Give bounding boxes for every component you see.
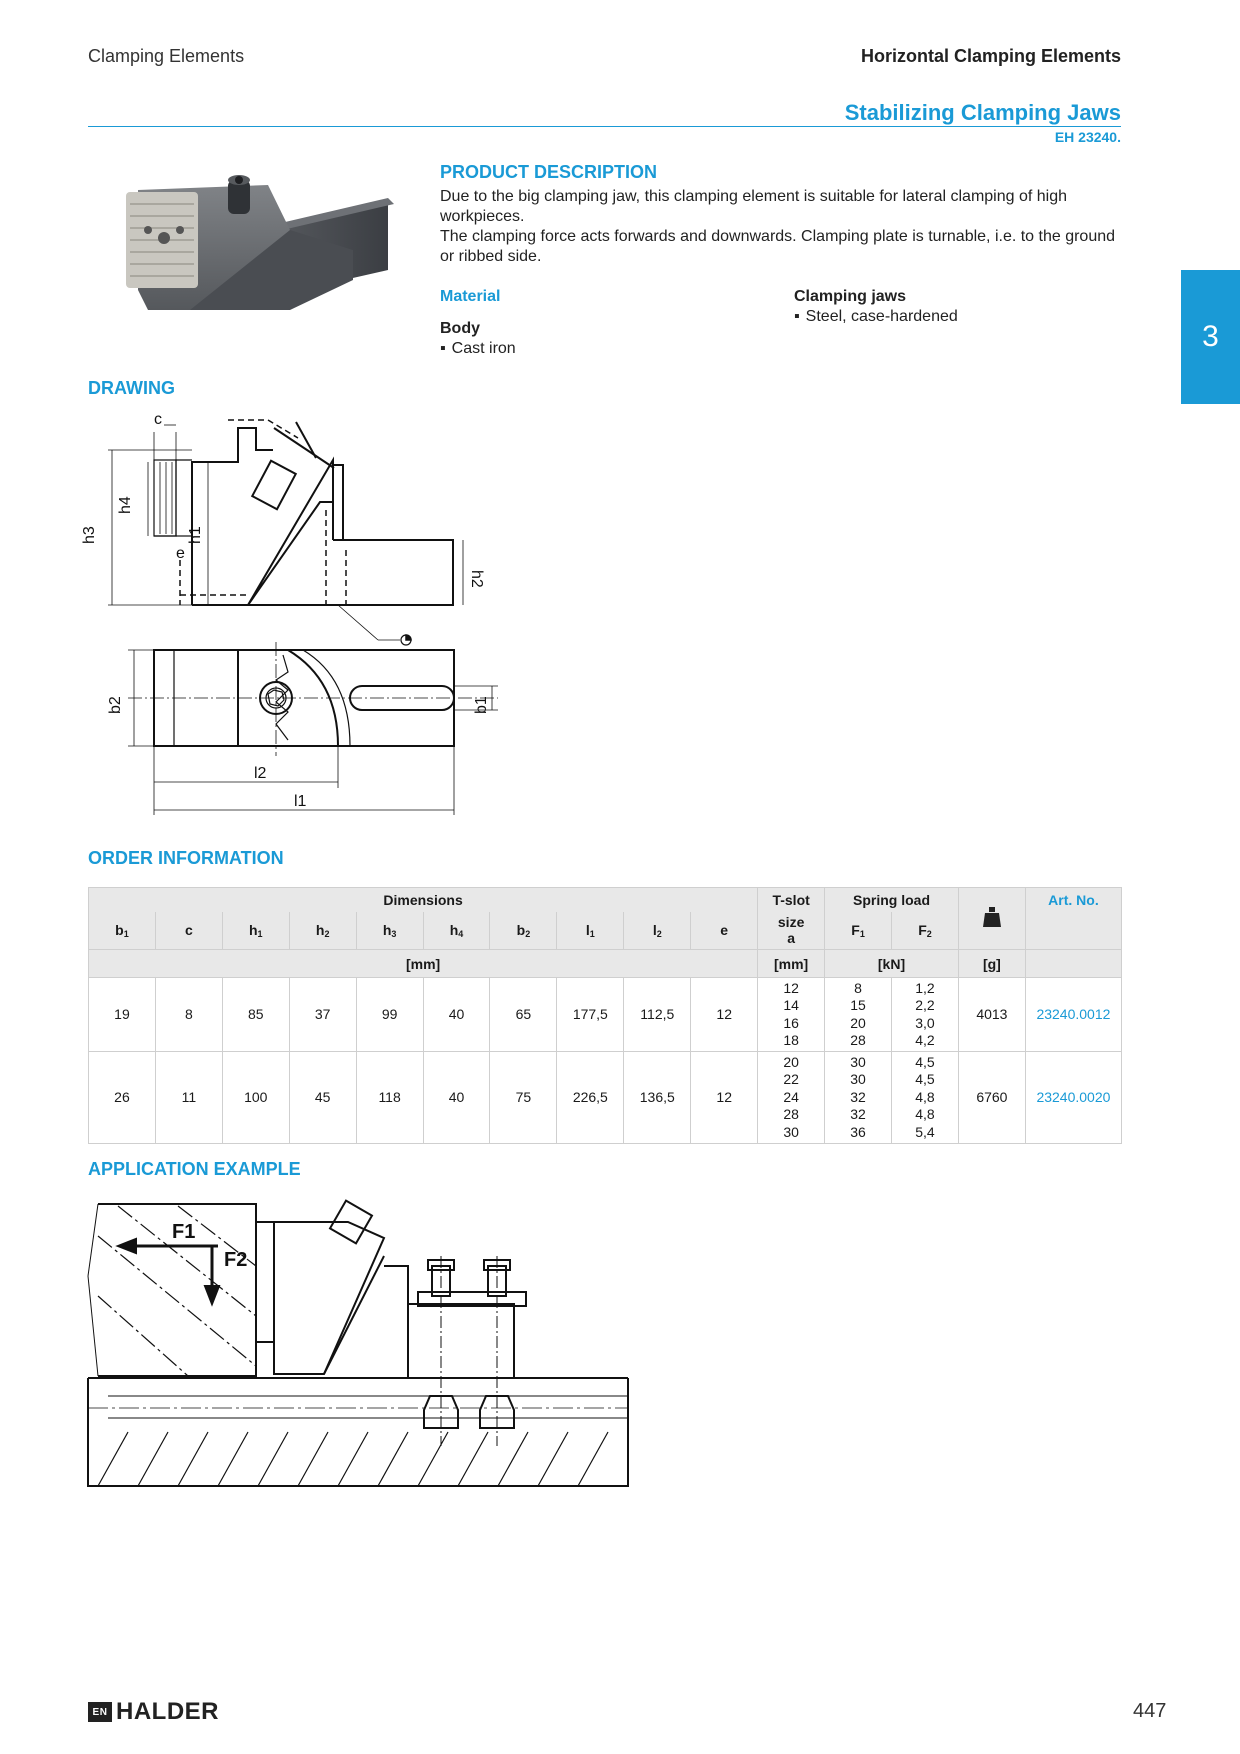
- col-h2: $h_2$: [289, 912, 356, 950]
- col-h3: $h_3$: [356, 912, 423, 950]
- description-paragraph-2: The clamping force acts forwards and downwards. Clamping plate is turnable, i.e. to the ground or ribbed side.: [440, 228, 1116, 265]
- col-h1: $h_1$: [222, 912, 289, 950]
- cell-weight: 4013: [958, 978, 1025, 1052]
- cell-l2: 136,5: [624, 1052, 691, 1144]
- header-rule: [88, 126, 1121, 127]
- jaws-label: Clamping jaws: [794, 288, 907, 305]
- brand-logo: [88, 1698, 219, 1726]
- application-heading: APPLICATION EXAMPLE: [88, 1159, 301, 1179]
- col-tslot-a: size a: [758, 912, 825, 950]
- chapter-tab[interactable]: 3: [1181, 270, 1240, 404]
- col-b2: $b_2$: [490, 912, 557, 950]
- description-text: [440, 187, 1120, 267]
- cell-e: 12: [691, 1052, 758, 1144]
- label-e: e: [176, 545, 185, 562]
- description-paragraph-1: Due to the big clamping jaw, this clamping element is suitable for lateral clamping of high workpieces.: [440, 188, 1067, 225]
- col-h4: $h_4$: [423, 912, 490, 950]
- page-number: 447: [1133, 1700, 1167, 1722]
- side-view: [108, 420, 463, 645]
- unit-g: [g]: [958, 950, 1025, 978]
- cell-e: 12: [691, 978, 758, 1052]
- header-subcategory: Horizontal Clamping Elements: [860, 46, 1121, 66]
- label-c: c: [154, 411, 162, 428]
- cell-f1: 30 30 32 32 36: [825, 1052, 892, 1144]
- cell-tslot: 20 22 24 28 30: [758, 1052, 825, 1144]
- weight-icon-cell: [958, 888, 1025, 950]
- cell-l1: 226,5: [557, 1052, 624, 1144]
- label-h3: h3: [81, 526, 98, 544]
- col-l1: $l_1$: [557, 912, 624, 950]
- col-f1: $F_1$: [825, 912, 892, 950]
- cell-weight: 6760: [958, 1052, 1025, 1144]
- header-category: Clamping Elements: [88, 46, 245, 66]
- cell-tslot: 12 14 16 18: [758, 978, 825, 1052]
- cell-h1: 100: [222, 1052, 289, 1144]
- cell-f2: 1,2 2,2 3,0 4,2: [892, 978, 959, 1052]
- unit-mm: [mm]: [89, 950, 758, 978]
- page-title: Stabilizing Clamping Jaws: [844, 100, 1121, 125]
- label-h4: h4: [117, 496, 134, 514]
- cell-b2: 65: [490, 978, 557, 1052]
- cell-c: 11: [155, 1052, 222, 1144]
- table-row: [89, 1052, 1122, 1144]
- order-heading: ORDER INFORMATION: [88, 848, 284, 868]
- application-drawing: [88, 1196, 648, 1506]
- brand-mark: EN: [88, 1702, 112, 1722]
- label-b1: b1: [473, 696, 490, 714]
- label-l1: l1: [294, 793, 307, 810]
- col-c: c: [155, 912, 222, 950]
- order-table: [88, 887, 1122, 1144]
- cell-h2: 45: [289, 1052, 356, 1144]
- col-b1: $b_1$: [89, 912, 156, 950]
- label-l2: l2: [254, 765, 267, 782]
- description-heading: PRODUCT DESCRIPTION: [440, 162, 658, 182]
- group-spring: Spring load: [825, 888, 959, 912]
- cell-h4: 40: [423, 978, 490, 1052]
- table-row: [89, 978, 1122, 1052]
- cell-h1: 85: [222, 978, 289, 1052]
- top-view: [128, 642, 498, 815]
- art-no-header: Art. No.: [1025, 888, 1121, 950]
- group-tslot: T-slot: [758, 888, 825, 912]
- cell-l1: 177,5: [557, 978, 624, 1052]
- body-value: ▪ Cast iron: [440, 340, 516, 358]
- cell-b1: 26: [89, 1052, 156, 1144]
- jaws-value: ▪ Steel, case-hardened: [794, 308, 958, 326]
- product-photo: [118, 160, 398, 350]
- label-h2: h2: [468, 570, 485, 588]
- cell-art-no[interactable]: 23240.0012: [1025, 978, 1121, 1052]
- cell-f1: 8 15 20 28: [825, 978, 892, 1052]
- brand-name: HALDER: [116, 1698, 219, 1725]
- cell-h4: 40: [423, 1052, 490, 1144]
- technical-drawing: [81, 410, 528, 830]
- cell-h3: 99: [356, 978, 423, 1052]
- cell-h3: 118: [356, 1052, 423, 1144]
- weight-icon: [983, 906, 1001, 928]
- label-f2: F2: [224, 1249, 248, 1271]
- label-f1: F1: [172, 1221, 196, 1243]
- unit-kn: [kN]: [825, 950, 959, 978]
- cell-b1: 19: [89, 978, 156, 1052]
- material-label: Material: [440, 288, 501, 305]
- col-l2: $l_2$: [624, 912, 691, 950]
- drawing-heading: DRAWING: [88, 378, 175, 398]
- cell-b2: 75: [490, 1052, 557, 1144]
- col-f2: $F_2$: [892, 912, 959, 950]
- product-code: EH 23240.: [1054, 129, 1121, 145]
- group-dimensions: Dimensions: [89, 888, 758, 912]
- label-h1: h1: [187, 526, 204, 544]
- cell-l2: 112,5: [624, 978, 691, 1052]
- label-b2: b2: [107, 696, 124, 714]
- unit-mm-tslot: [mm]: [758, 950, 825, 978]
- cell-h2: 37: [289, 978, 356, 1052]
- body-label: Body: [440, 320, 480, 337]
- cell-f2: 4,5 4,5 4,8 4,8 5,4: [892, 1052, 959, 1144]
- col-e: e: [691, 912, 758, 950]
- cell-c: 8: [155, 978, 222, 1052]
- cell-art-no[interactable]: 23240.0020: [1025, 1052, 1121, 1144]
